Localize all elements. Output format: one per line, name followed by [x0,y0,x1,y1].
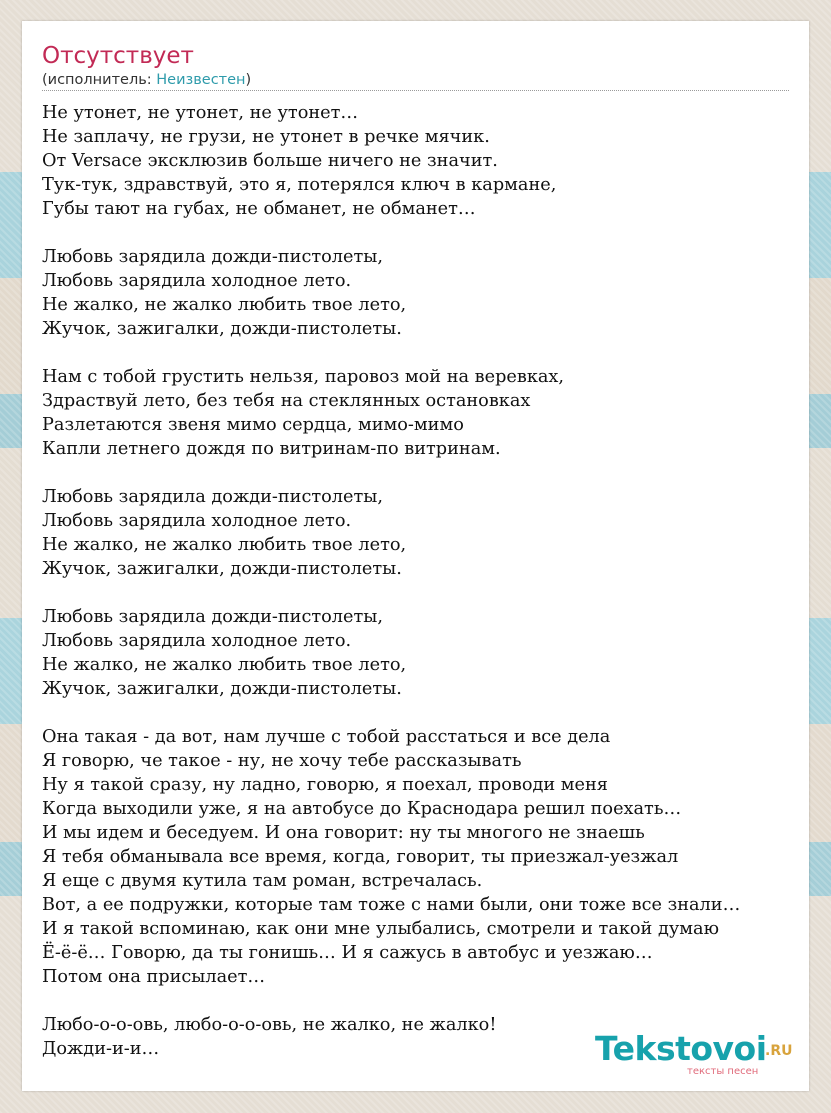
lyrics-line: Жучок, зажигалки, дожди-пистолеты. [42,319,402,339]
site-logo[interactable] [595,1029,801,1087]
lyrics-line: Вот, а ее подружки, которые там тоже с нами были, они тоже все знали… [42,895,741,915]
artist-link[interactable]: Неизвестен [156,72,246,88]
logo-domain: .RU [765,1043,793,1059]
lyrics-line: Нам с тобой грустить нельзя, паровоз мой на веревках, [42,367,565,387]
lyrics-line: Любовь зарядила холодное лето. [42,271,352,291]
lyrics-line: Разлетаются звеня мимо сердца, мимо-мимо [42,415,464,435]
lyrics-line: Не жалко, не жалко любить твое лето, [42,295,407,315]
lyrics-line: Любовь зарядила дожди-пистолеты, [42,247,383,267]
lyrics-line: Когда выходили уже, я на автобусе до Краснодара решил поехать… [42,799,682,819]
lyrics-line: Здраствуй лето, без тебя на стеклянных остановках [42,391,531,411]
lyrics-line: Я говорю, че такое - ну, не хочу тебе рассказывать [42,751,522,771]
lyrics-line: Любовь зарядила холодное лето. [42,511,352,531]
lyrics-line: Дожди-и-и… [42,1039,160,1059]
lyrics-line: И мы идем и беседуем. И она говорит: ну ты многого не знаешь [42,823,645,843]
song-title: Отсутствует [42,43,194,69]
lyrics-line: От Versace эксклюзив больше ничего не значит. [42,151,498,171]
lyrics-card [22,21,809,1091]
lyrics-line: Любовь зарядила дожди-пистолеты, [42,487,383,507]
lyrics-line: Капли летнего дождя по витринам-по витринам. [42,439,501,459]
logo-tagline: тексты песен [687,1066,759,1077]
title-divider [42,90,789,91]
lyrics-text [42,101,740,1061]
lyrics-line: Губы тают на губах, не обманет, не обманет… [42,199,476,219]
lyrics-line: И я такой вспоминаю, как они мне улыбались, смотрели и такой думаю [42,919,719,939]
lyrics-line: Любовь зарядила дожди-пистолеты, [42,607,383,627]
lyrics-line: Не заплачу, не грузи, не утонет в речке мячик. [42,127,490,147]
lyrics-line: Жучок, зажигалки, дожди-пистолеты. [42,679,402,699]
lyrics-line: Тук-тук, здравствуй, это я, потерялся ключ в кармане, [42,175,557,195]
lyrics-line: Я тебя обманывала все время, когда, говорит, ты приезжал-уезжал [42,847,679,867]
artist-line [42,71,251,89]
artist-suffix: ) [245,72,252,88]
lyrics-line: Не жалко, не жалко любить твое лето, [42,655,407,675]
lyrics-line: Ё-ё-ё… Говорю, да ты гонишь… И я сажусь в автобус и уезжаю… [42,943,653,963]
lyrics-line: Любовь зарядила холодное лето. [42,631,352,651]
lyrics-line: Потом она присылает… [42,967,266,987]
lyrics-line: Ну я такой сразу, ну ладно, говорю, я поехал, проводи меня [42,775,608,795]
lyrics-line: Я еще с двумя кутила там роман, встречалась. [42,871,483,891]
logo-wordmark: Tekstovoi [595,1029,767,1068]
lyrics-line: Не жалко, не жалко любить твое лето, [42,535,407,555]
lyrics-line: Она такая - да вот, нам лучше с тобой расстаться и все дела [42,727,611,747]
lyrics-line: Любо-о-о-овь, любо-о-о-овь, не жалко, не жалко! [42,1015,497,1035]
artist-prefix: (исполнитель: [42,72,157,88]
lyrics-line: Не утонет, не утонет, не утонет… [42,103,359,123]
lyrics-line: Жучок, зажигалки, дожди-пистолеты. [42,559,402,579]
